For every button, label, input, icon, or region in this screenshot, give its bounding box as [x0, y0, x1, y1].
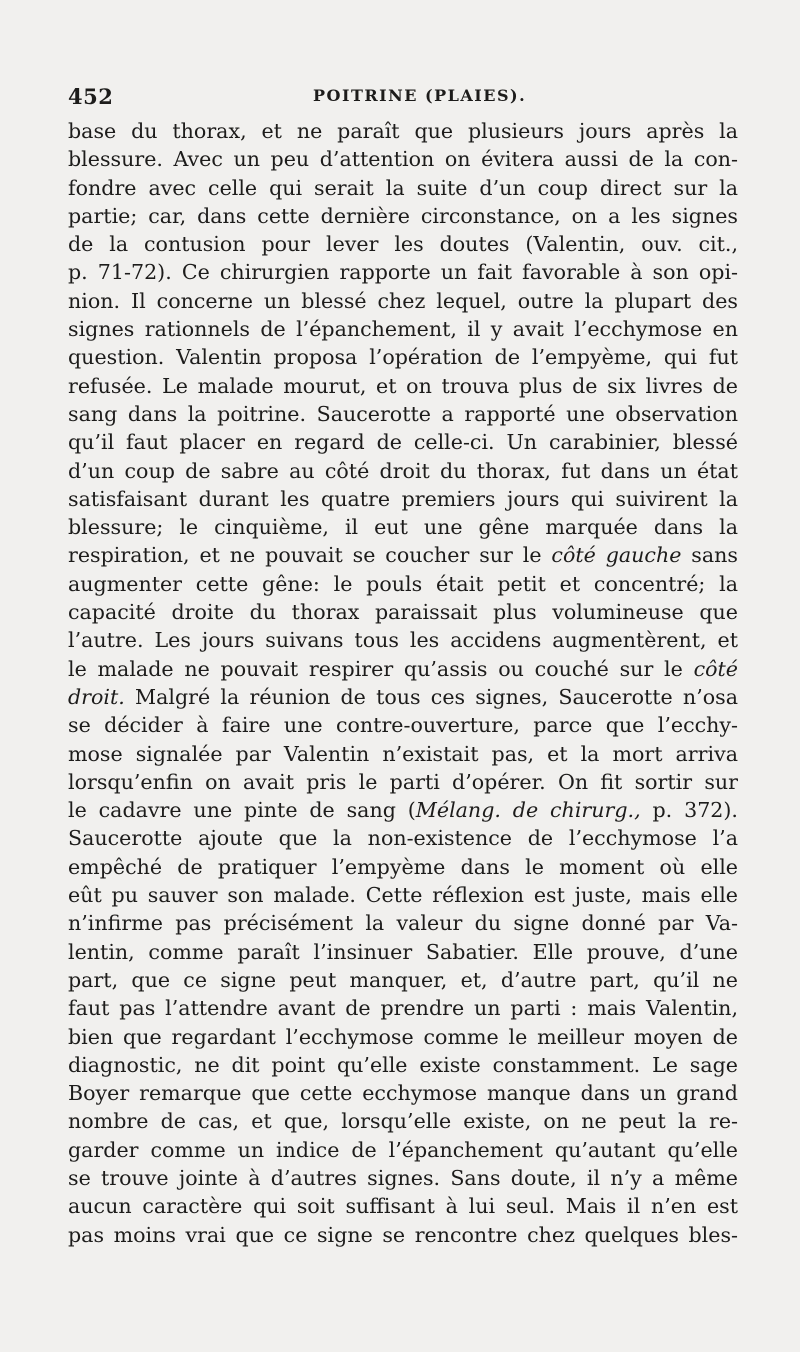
text-line: base du thorax, et ne paraît que plusieurs jours après la	[68, 119, 738, 143]
running-title: POITRINE (PLAIES).	[313, 86, 527, 105]
text-line: augmenter cette gêne: le pouls était petit et concentré; la	[68, 571, 738, 596]
text-line: nombre de cas, et que, lorsqu’elle existe, on ne peut la re-	[68, 1109, 738, 1134]
text-line: de la contusion pour lever les doutes (Valentin, ouv. cit.,	[68, 232, 738, 257]
text-line: refusée. Le malade mourut, et on trouva plus de six livres de	[68, 373, 738, 398]
text-line: sang dans la poitrine. Saucerotte a rapporté une observation	[68, 401, 738, 426]
text-line: satisfaisant durant les quatre premiers jours qui suivirent la	[68, 486, 738, 511]
text-line: blessure; le cinquième, il eut une gêne marquée dans la	[68, 515, 738, 540]
text-line	[68, 796, 738, 824]
text-line: fondre avec celle qui serait la suite d’un coup direct sur la	[68, 175, 738, 200]
text-line: empêché de pratiquer l’empyème dans le moment où elle	[68, 854, 738, 879]
text-line: l’autre. Les jours suivans tous les accidens augmentèrent, et	[68, 628, 738, 653]
text-line: qu’il faut placer en regard de celle-ci. Un carabinier, blessé	[68, 430, 738, 455]
text-line: capacité droite du thorax paraissait plus volumineuse que	[68, 600, 738, 625]
italic-run: Mélang. de chirurg.,	[415, 798, 641, 823]
text-line: se décider à faire une contre-ouverture, parce que l’ecchy-	[68, 713, 738, 738]
text-line: n’infirme pas précisément la valeur du signe donné par Va-	[68, 911, 738, 936]
text-run: le cadavre une pinte de sang (	[68, 798, 416, 823]
text-line: part, que ce signe peut manquer, et, d’autre part, qu’il ne	[68, 967, 738, 992]
text-line: pas moins vrai que ce signe se rencontre chez quelques bles-	[68, 1222, 738, 1247]
text-run: le malade ne pouvait respirer qu’assis ou couché sur le	[68, 656, 694, 681]
body-text	[68, 117, 738, 1249]
page-number: 452	[68, 84, 114, 109]
text-line	[68, 541, 738, 569]
text-line: nion. Il concerne un blessé chez lequel, outre la plupart des	[68, 288, 738, 313]
text-line	[68, 683, 738, 711]
text-line	[68, 655, 738, 683]
text-line: Saucerotte ajoute que la non-existence de l’ecchymose l’a	[68, 826, 738, 851]
text-run: sans	[681, 543, 738, 568]
text-line: p. 71-72). Ce chirurgien rapporte un fait favorable à son opi-	[68, 260, 738, 285]
italic-run: côté gauche	[551, 543, 682, 568]
text-line: bien que regardant l’ecchymose comme le meilleur moyen de	[68, 1024, 738, 1049]
text-line: eût pu sauver son malade. Cette réflexion est juste, mais elle	[68, 883, 738, 908]
italic-run: côté	[693, 656, 738, 681]
text-line: lentin, comme paraît l’insinuer Sabatier. Elle prouve, d’une	[68, 939, 738, 964]
text-line: question. Valentin proposa l’opération de l’empyème, qui fut	[68, 345, 738, 370]
text-line: lorsqu’enfin on avait pris le parti d’opérer. On fit sortir sur	[68, 769, 738, 794]
text-line: signes rationnels de l’épanchement, il y avait l’ecchymose en	[68, 317, 738, 342]
text-line: diagnostic, ne dit point qu’elle existe constamment. Le sage	[68, 1052, 738, 1077]
text-run: p. 372).	[640, 798, 738, 823]
text-line: garder comme un indice de l’épanchement qu’autant qu’elle	[68, 1137, 738, 1162]
text-line: faut pas l’attendre avant de prendre un parti : mais Valentin,	[68, 996, 738, 1021]
text-line: d’un coup de sabre au côté droit du thorax, fut dans un état	[68, 458, 738, 483]
text-line: blessure. Avec un peu d’attention on évitera aussi de la con-	[68, 147, 738, 172]
running-head	[68, 84, 738, 118]
text-line: mose signalée par Valentin n’existait pas, et la mort arriva	[68, 741, 738, 766]
text-line: se trouve jointe à d’autres signes. Sans doute, il n’y a même	[68, 1165, 738, 1190]
text-run: Malgré la réunion de tous ces signes, Saucerotte n’osa	[124, 684, 738, 709]
text-line: Boyer remarque que cette ecchymose manque dans un grand	[68, 1081, 738, 1106]
italic-run: droit.	[68, 684, 125, 709]
text-line: partie; car, dans cette dernière circonstance, on a les signes	[68, 203, 738, 228]
text-line: aucun caractère qui soit suffisant à lui seul. Mais il n’en est	[68, 1194, 738, 1219]
text-run: respiration, et ne pouvait se coucher sur le	[68, 543, 552, 568]
